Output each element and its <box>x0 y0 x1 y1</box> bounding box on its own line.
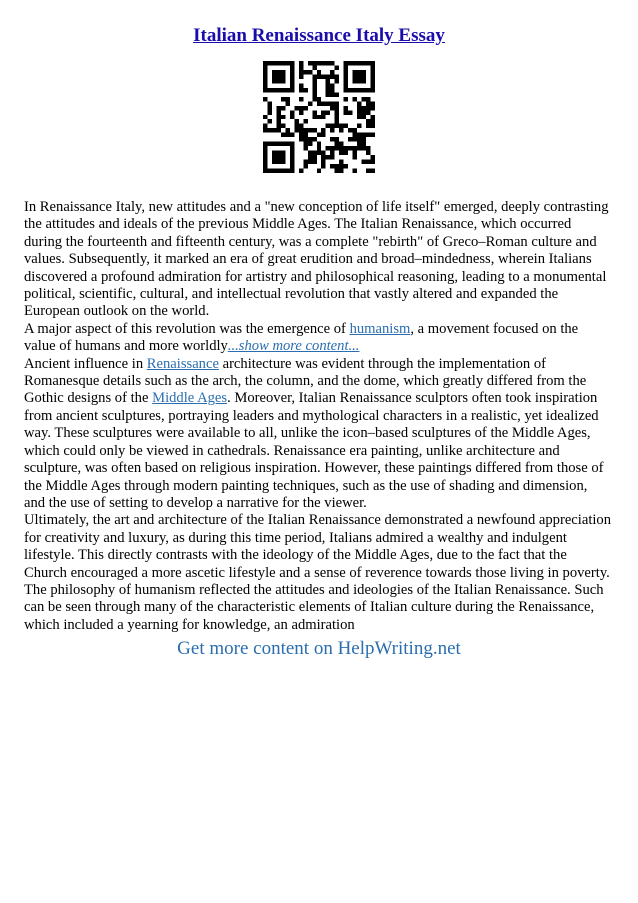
paragraph-architecture <box>24 356 612 513</box>
paragraph-humanism <box>24 321 612 356</box>
essay-body <box>24 199 612 634</box>
paragraph-text: Ancient influence in <box>24 355 147 372</box>
get-more-content-link[interactable]: Get more content on HelpWriting.net <box>177 638 461 659</box>
paragraph-text: . Moreover, Italian Renaissance sculptors often took inspiration from ancient sculptures, portraying leaders and mythological characters in a realistic, yet idealized way. These sculptures were available to all, unlike the icon–based sculptures of the Middle Ages, which could only be viewed in cathedrals. Renaissance era painting, unlike architecture and sculpture, was often based on religious inspiration. However, these paintings differed from those of the Middle Ages through modern painting techniques, such as the use of shading and dimension, and the use of setting to develop a narrative for the viewer. <box>24 390 604 511</box>
humanism-link[interactable]: humanism <box>349 320 411 337</box>
show-more-link[interactable]: ...show more content... <box>227 338 360 355</box>
paragraph-text: A major aspect of this revolution was the emergence of <box>24 320 350 337</box>
middle-ages-link[interactable]: Middle Ages <box>152 390 228 407</box>
qr-code-image <box>263 61 375 173</box>
paragraph-text: architecture was evident through the implementation of Romanesque details such as the arch, the column, and the dome, which greatly differed from the Gothic designs of the <box>24 355 587 407</box>
paragraph-intro: In Renaissance Italy, new attitudes and a "new conception of life itself" emerged, deeply contrasting the attitudes and ideals of the previous Middle Ages. The Italian Renaissance, which occurred during the fourteenth and fifteenth century, was a complete "rebirth" of Greco–Roman culture and values. Subsequently, it marked an era of great erudition and broad–mindedness, wherein Italians discovered a profound admiration for artistry and philosophical reasoning, leading to a monumental political, scientific, cultural, and intellectual revolution that vastly altered and expanded the European outlook on the world. <box>24 199 609 320</box>
page-title[interactable]: Italian Renaissance Italy Essay <box>193 25 445 46</box>
renaissance-link[interactable]: Renaissance <box>146 355 219 372</box>
paragraph-conclusion: Ultimately, the art and architecture of the Italian Renaissance demonstrated a newfound appreciation for creativity and luxury, as during this time period, Italians admired a wealthy and indulgent lifestyle. This directly contrasts with the ideology of the Middle Ages, due to the fact that the Church encouraged a more ascetic lifestyle and a sense of reverence towards those living in poverty. The philosophy of humanism reflected the attitudes and ideologies of the Italian Renaissance. Such can be seen through many of the characteristic elements of Italian culture during the Renaissance, which included a yearning for knowledge, an admiration <box>24 512 612 633</box>
paragraph-text: , a movement focused on the value of humans and more worldly <box>24 320 579 355</box>
